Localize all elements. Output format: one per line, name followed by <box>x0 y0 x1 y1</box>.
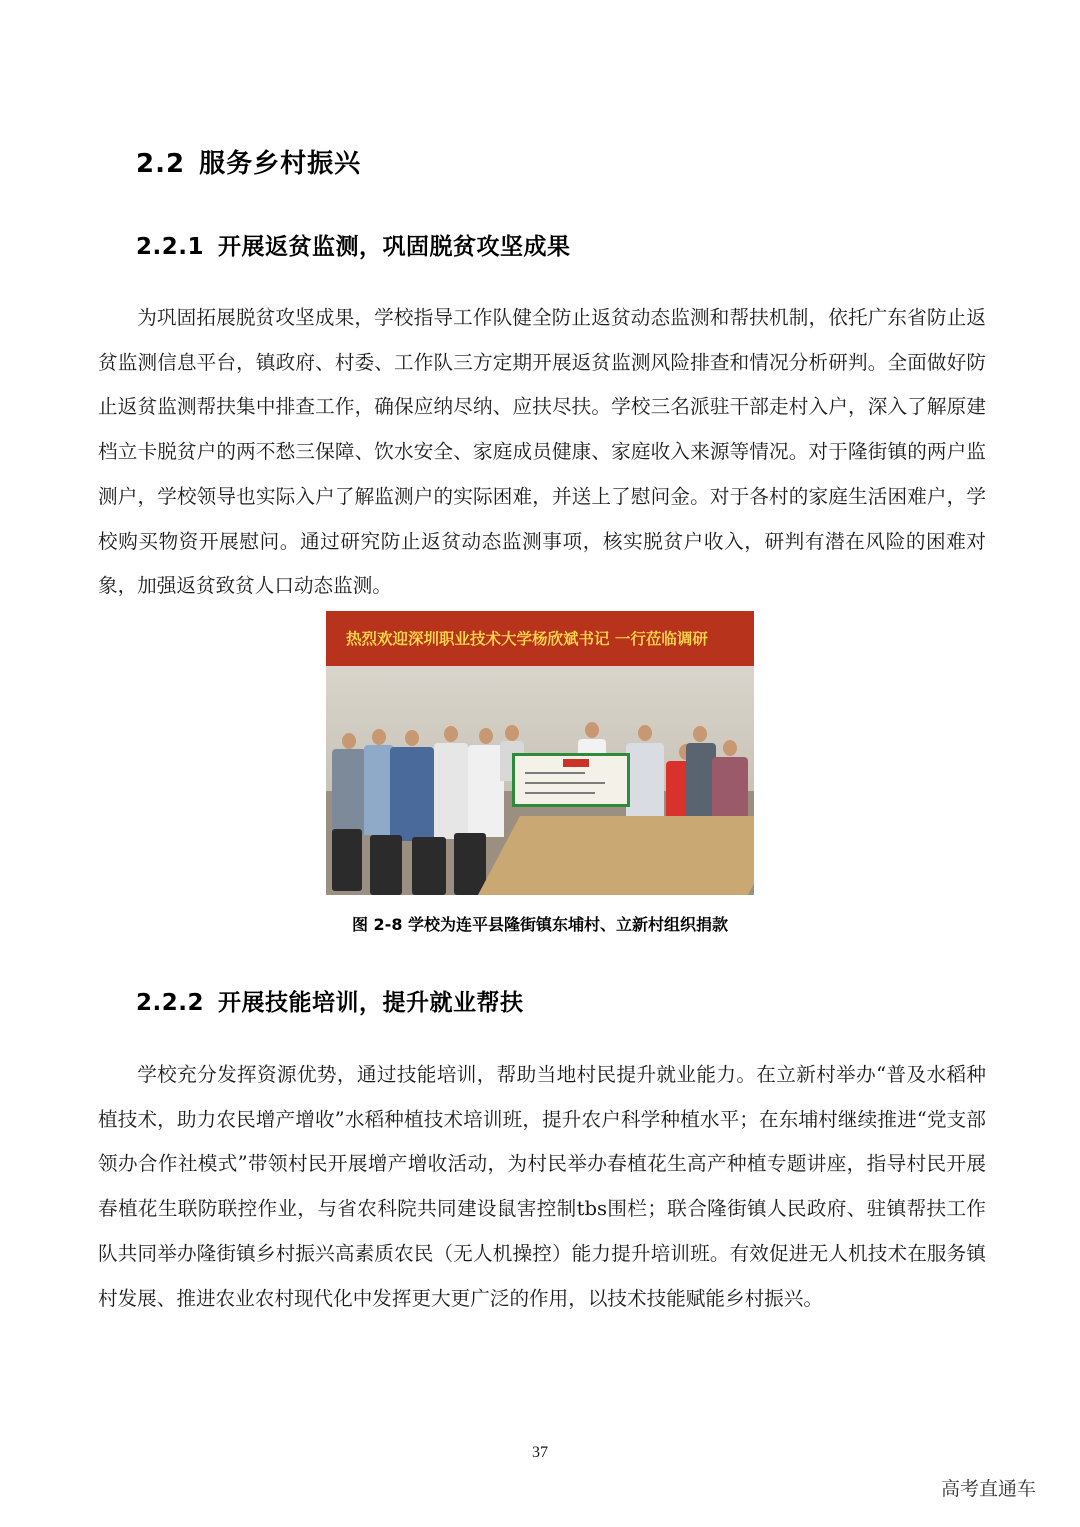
photo-person <box>434 743 468 839</box>
photo-banner: 热烈欢迎深圳职业技术大学杨欣斌书记 一行莅临调研 <box>326 611 754 666</box>
photo-person <box>390 747 434 841</box>
photo-person <box>332 749 366 835</box>
photo-person-head <box>444 726 458 742</box>
photo-person-head <box>405 730 419 746</box>
donation-cheque <box>512 753 630 807</box>
subsection-paragraph-1: 为巩固拓展脱贫攻坚成果，学校指导工作队健全防止返贫动态监测和帮扶机制，依托广东省防止返贫监测信息平台，镇政府、村委、工作队三方定期开展返贫监测风险排查和情况分析研判。全面做好防止返贫监测帮扶集中排查工作，确保应纳尽纳、应扶尽扶。学校三名派驻干部走村入户，深入了解原建档立卡脱贫户的两不愁三保障、饮水安全、家庭成员健康、家庭收入来源等情况。对于隆街镇的两户监测户，学校领导也实际入户了解监测户的实际困难，并送上了慰问金。对于各村的家庭生活困难户，学校购买物资开展慰问。通过研究防止返贫动态监测事项，核实脱贫户收入，研判有潜在风险的困难对象，加强返贫致贫人口动态监测。 <box>98 306 986 598</box>
photo-person <box>468 745 504 837</box>
cheque-line <box>525 772 585 774</box>
photo-person-head <box>585 722 599 738</box>
photo-person-head <box>342 733 356 749</box>
subsection-number-2: 2.2.2 <box>136 990 204 1016</box>
subsection-title-1: 开展返贫监测，巩固脱贫攻坚成果 <box>218 234 571 260</box>
cheque-line <box>525 792 595 794</box>
photo-chair <box>412 837 446 895</box>
watermark: 高考直通车 <box>941 1478 1037 1500</box>
photo-table <box>472 816 754 895</box>
section-title: 服务乡村振兴 <box>199 149 362 179</box>
subsection-paragraph-2: 学校充分发挥资源优势，通过技能培训，帮助当地村民提升就业能力。在立新村举办“普及水稻种植技术，助力农民增产增收”水稻种植技术培训班，提升农户科学种植水平；在东埔村继续推进“党支部领办合作社模式”带领村民开展增产增收活动，为村民举办春植花生高产种植专题讲座，指导村民开展春植花生联防联控作业，与省农科院共同建设鼠害控制tbs围栏；联合隆街镇人民政府、驻镇帮扶工作队共同举办隆街镇乡村振兴高素质农民（无人机操控）能力提升培训班。有效促进无人机技术在服务镇村发展、推进农业农村现代化中发挥更大更广泛的作用，以技术技能赋能乡村振兴。 <box>98 1063 986 1310</box>
photo-chair <box>370 835 402 895</box>
subsection-number-1: 2.2.1 <box>136 234 204 260</box>
cheque-line <box>525 782 605 784</box>
page-number: 37 <box>532 1444 548 1461</box>
photo-person-head <box>693 726 707 742</box>
figure-caption: 图 2-8 学校为连平县隆街镇东埔村、立新村组织捐款 <box>351 915 729 934</box>
subsection-heading-1 <box>136 228 571 261</box>
photo-chair <box>454 833 486 895</box>
section-number: 2.2 <box>136 149 186 179</box>
photo-person-head <box>505 725 519 741</box>
cheque-title-mark <box>563 759 589 767</box>
subsection-heading-2 <box>136 984 524 1017</box>
subsection-title-2: 开展技能培训，提升就业帮扶 <box>218 990 524 1016</box>
photo-chair <box>332 829 362 891</box>
donation-photo <box>326 611 754 895</box>
photo-person-head <box>372 729 386 745</box>
photo-person-head <box>638 725 652 741</box>
photo-person-head <box>479 728 493 744</box>
photo-person-head <box>723 740 737 756</box>
section-heading <box>136 143 361 180</box>
